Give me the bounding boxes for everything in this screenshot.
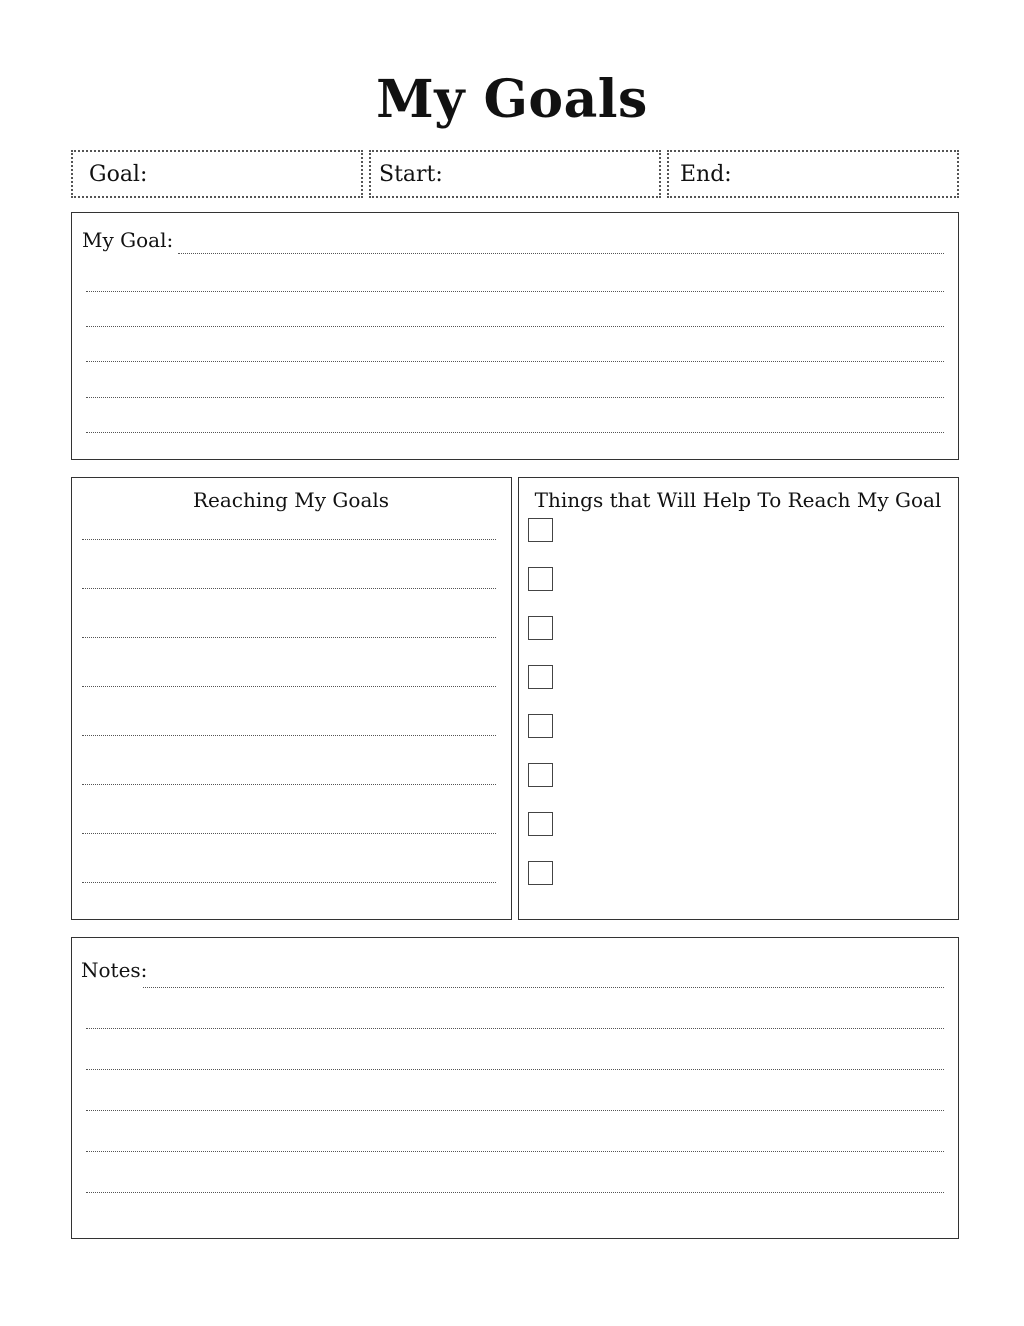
reaching-goals-box bbox=[71, 477, 512, 920]
writing-line[interactable] bbox=[86, 291, 944, 292]
checkbox[interactable] bbox=[528, 567, 553, 591]
end-field[interactable] bbox=[667, 150, 959, 198]
start-field[interactable] bbox=[369, 150, 661, 198]
notes-box bbox=[71, 937, 959, 1239]
checkbox[interactable] bbox=[528, 812, 553, 836]
writing-line[interactable] bbox=[82, 784, 496, 785]
writing-line[interactable] bbox=[82, 588, 496, 589]
reaching-goals-heading: Reaching My Goals bbox=[192, 488, 390, 512]
goal-field[interactable] bbox=[71, 150, 363, 198]
writing-line[interactable] bbox=[82, 735, 496, 736]
checkbox[interactable] bbox=[528, 861, 553, 885]
page-title: My Goals bbox=[376, 69, 648, 130]
writing-line[interactable] bbox=[178, 253, 944, 254]
end-label: End: bbox=[680, 162, 732, 187]
checkbox[interactable] bbox=[528, 665, 553, 689]
my-goal-box bbox=[71, 212, 959, 460]
notes-label: Notes: bbox=[81, 958, 148, 982]
checkbox[interactable] bbox=[528, 616, 553, 640]
writing-line[interactable] bbox=[86, 361, 944, 362]
writing-line[interactable] bbox=[86, 397, 944, 398]
start-label: Start: bbox=[379, 162, 443, 187]
writing-line[interactable] bbox=[82, 833, 496, 834]
checkbox[interactable] bbox=[528, 763, 553, 787]
writing-line[interactable] bbox=[143, 987, 944, 988]
writing-line[interactable] bbox=[86, 432, 944, 433]
things-help-box bbox=[518, 477, 959, 920]
things-help-heading: Things that Will Help To Reach My Goal bbox=[534, 488, 942, 512]
my-goal-label: My Goal: bbox=[82, 228, 174, 252]
writing-line[interactable] bbox=[86, 1151, 944, 1152]
writing-line[interactable] bbox=[86, 1069, 944, 1070]
writing-line[interactable] bbox=[86, 1110, 944, 1111]
writing-line[interactable] bbox=[82, 882, 496, 883]
writing-line[interactable] bbox=[82, 686, 496, 687]
goal-label: Goal: bbox=[89, 162, 148, 187]
writing-line[interactable] bbox=[86, 326, 944, 327]
writing-line[interactable] bbox=[82, 539, 496, 540]
checkbox[interactable] bbox=[528, 518, 553, 542]
writing-line[interactable] bbox=[82, 637, 496, 638]
writing-line[interactable] bbox=[86, 1028, 944, 1029]
writing-line[interactable] bbox=[86, 1192, 944, 1193]
checkbox[interactable] bbox=[528, 714, 553, 738]
